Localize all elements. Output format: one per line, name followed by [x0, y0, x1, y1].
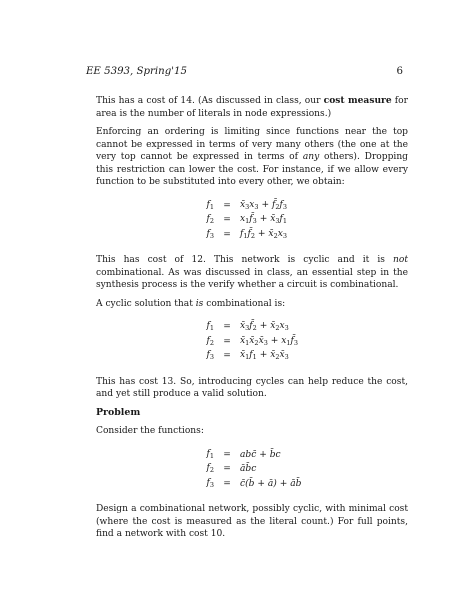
equation: $f_2$ = āb̄c	[206, 463, 257, 474]
equation: $f_3$ = c̄(b̄ + ā) + āb̄	[206, 477, 302, 489]
paragraph-cost-14	[96, 95, 408, 120]
text-span: for area is the number of literals in node expressions.)	[96, 96, 408, 119]
text-span: This has cost of 12. This network is cyclic and it is	[96, 255, 393, 265]
paragraph-design-task: Design a combinational network, possibly cyclic, with minimal cost (where the cost is measured as the literal count.) For full points, find a network with cost 10.	[96, 504, 408, 539]
text-span: A cyclic solution that	[96, 298, 196, 309]
emphasis: any	[302, 152, 320, 162]
running-title: EE 5393, Spring'15	[86, 66, 187, 77]
page-number: 6	[396, 66, 403, 77]
paragraph-cost-13: This has cost 13. So, introducing cycles can help reduce the cost, and yet still produce a valid solution.	[96, 376, 408, 399]
paragraph-consider: Consider the functions:	[96, 426, 204, 436]
equation: $f_2$ = $x̄_1x̄_2x̄_3$ + $x_1f̄_3$	[206, 335, 299, 347]
page-header	[86, 66, 403, 77]
equation: $f_1$ = $x̄_3f̄_2$ + $x̄_2x_3$	[206, 321, 289, 332]
emphasis: is	[195, 298, 204, 309]
emphasis: not	[393, 255, 408, 265]
equation: $f_2$ = $x_1f̄_3$ + $x̄_3f_1$	[206, 214, 287, 225]
paragraph-cost-12	[96, 254, 408, 292]
equation-block-2	[96, 320, 408, 364]
text-span: others). Dropping this restriction can lower the cost. For instance, if we allow every function to be substituted into every other, we obtain:	[96, 152, 408, 187]
equation: $f_1$ = abc̄ + b̄c	[206, 448, 281, 460]
page-body	[96, 95, 408, 547]
equation: $f_3$ = $x̄_1f_1$ + $x̄_2x̄_3$	[206, 350, 289, 361]
paragraph-ordering	[96, 126, 408, 189]
bold-term: cost measure	[323, 95, 392, 106]
equation: $f_1$ = $x̄_3x_3$ + $f̄_2f_3$	[206, 199, 287, 211]
paragraph-cyclic-solution	[96, 298, 408, 311]
text-span: This has a cost of 14. (As discussed in class, our	[96, 96, 324, 106]
equation-block-1	[96, 199, 408, 243]
text-span: combinational is:	[203, 298, 286, 309]
equation: $f_3$ = $f_1f̄_2$ + $x̄_2x_3$	[206, 228, 287, 240]
section-heading-problem: Problem	[96, 406, 141, 418]
equation-block-3	[96, 448, 408, 492]
text-span: combinational. As was discussed in class, an essential step in the synthesis process is the verify whether a circuit is combinational.	[96, 267, 408, 290]
text-span: Enforcing an ordering is limiting since functions near the top cannot be expressed in terms of very many others (the one at the very top cannot be expressed in terms of	[96, 127, 408, 162]
